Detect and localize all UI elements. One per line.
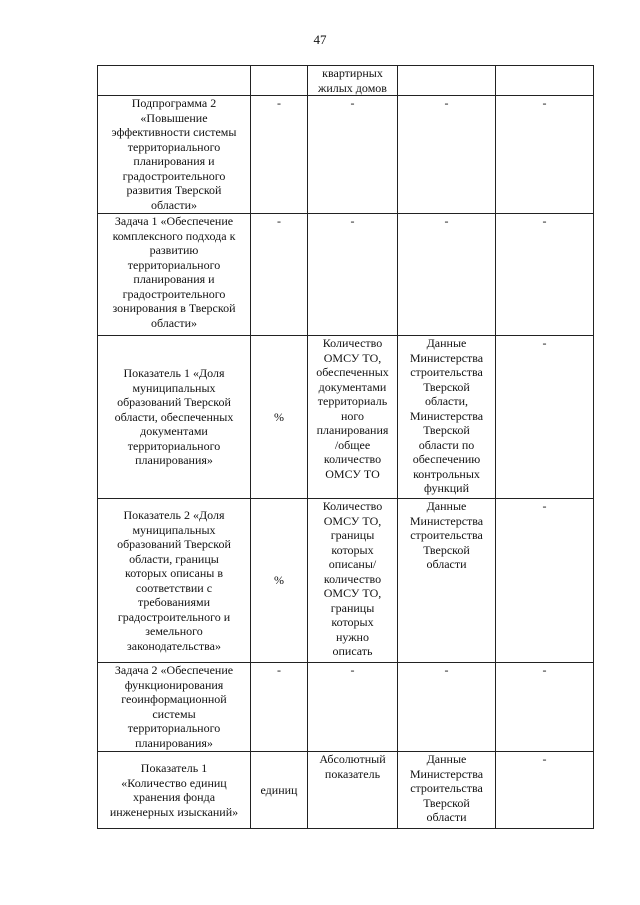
table-cell: - (496, 663, 594, 752)
table-cell: - (398, 96, 496, 214)
table-cell: единиц (251, 752, 308, 829)
table-cell: Количество ОМСУ ТО, обеспеченных документами территориаль ного планирования /общее количество ОМСУ ТО (308, 336, 398, 499)
table-cell: - (251, 96, 308, 214)
table-row (98, 66, 594, 96)
table-row (98, 96, 594, 214)
table-cell: - (496, 214, 594, 336)
table-cell: - (496, 96, 594, 214)
table-cell: - (308, 663, 398, 752)
table-cell: - (496, 752, 594, 829)
table-row (98, 336, 594, 499)
table-cell: - (496, 499, 594, 663)
table-cell: - (308, 96, 398, 214)
table-cell (98, 66, 251, 96)
table-cell: - (251, 663, 308, 752)
table-cell: Показатель 2 «Доля муниципальных образований Тверской области, границы которых описаны в соответствии с требованиями градостроительного и земельного законодательства» (98, 499, 251, 663)
page-number: 47 (313, 32, 327, 47)
table-row (98, 499, 594, 663)
table-cell: Подпрограмма 2 «Повышение эффективности системы территориального планирования и градостроительного развития Тверской области» (98, 96, 251, 214)
table-cell: Абсолютный показатель (308, 752, 398, 829)
table-cell: Данные Министерства строительства Тверской области (398, 752, 496, 829)
table-cell: % (251, 336, 308, 499)
table-cell: Количество ОМСУ ТО, границы которых описаны/ количество ОМСУ ТО, границы которых нужно описать (308, 499, 398, 663)
table-cell: - (398, 663, 496, 752)
table-cell: Задача 1 «Обеспечение комплексного подхода к развитию территориального планирования и градостроительного зонирования в Тверской области» (98, 214, 251, 336)
table-cell: Задача 2 «Обеспечение функционирования геоинформационной системы территориального планирования» (98, 663, 251, 752)
table-cell: - (496, 336, 594, 499)
table-row (98, 214, 594, 336)
table-cell: - (398, 214, 496, 336)
table-row (98, 663, 594, 752)
indicators-table (97, 65, 594, 829)
table-cell: - (251, 214, 308, 336)
table-row (98, 752, 594, 829)
table-cell: квартирных жилых домов (308, 66, 398, 96)
table-cell: Данные Министерства строительства Тверской области (398, 499, 496, 663)
table-cell: - (308, 214, 398, 336)
table-cell (398, 66, 496, 96)
table-cell: Показатель 1 «Количество единиц хранения фонда инженерных изысканий» (98, 752, 251, 829)
table-cell: % (251, 499, 308, 663)
table-cell (496, 66, 594, 96)
table-cell (251, 66, 308, 96)
table-cell: Данные Министерства строительства Тверской области, Министерства Тверской области по обеспечению контрольных функций (398, 336, 496, 499)
table-cell: Показатель 1 «Доля муниципальных образований Тверской области, обеспеченных документами территориального планирования» (98, 336, 251, 499)
